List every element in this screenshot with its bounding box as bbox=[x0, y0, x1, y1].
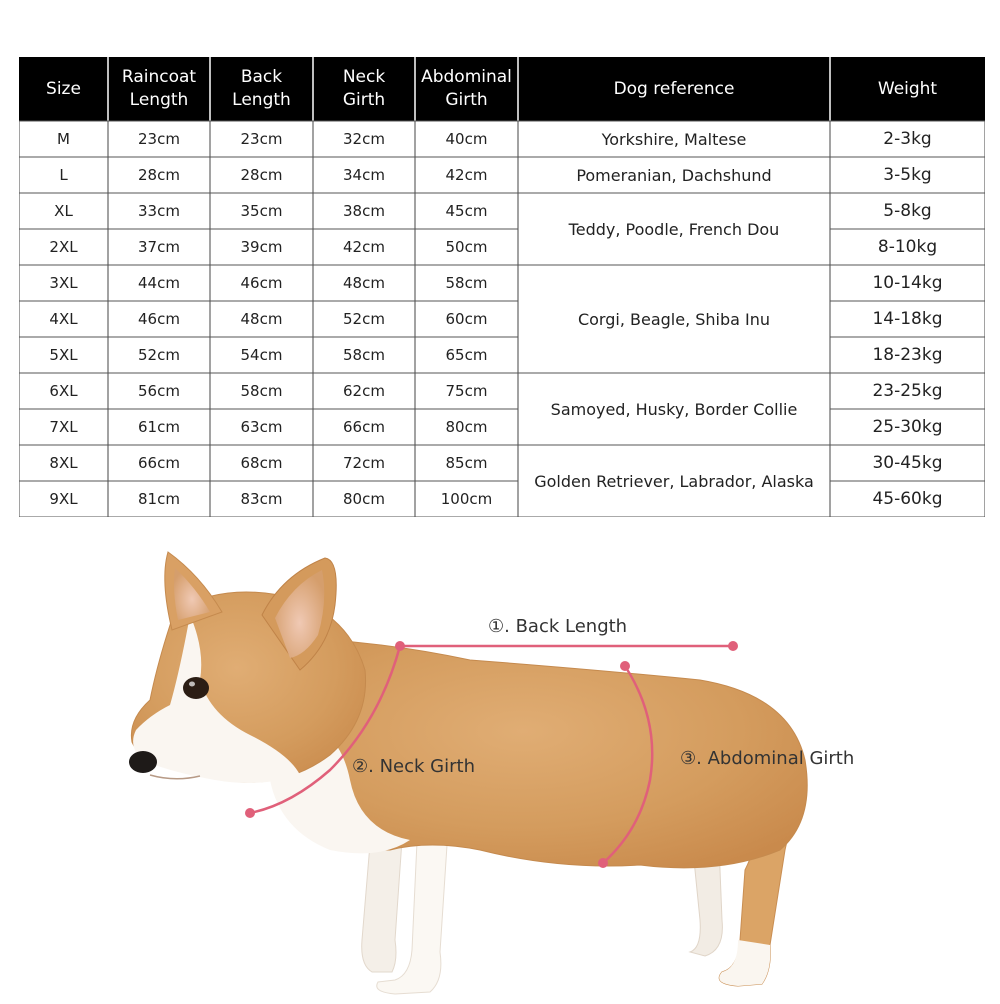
table-cell-raincoat: 37cm bbox=[138, 238, 180, 256]
abdominal-girth-label: ③. Abdominal Girth bbox=[680, 748, 855, 769]
size-chart-table bbox=[19, 57, 985, 517]
table-cell-raincoat: 66cm bbox=[138, 454, 180, 472]
table-cell-back: 39cm bbox=[240, 238, 283, 256]
table-cell-size: M bbox=[57, 130, 70, 148]
table-cell-back: 83cm bbox=[240, 490, 283, 508]
table-cell-abdominal: 60cm bbox=[445, 310, 488, 328]
header-cell: Size bbox=[46, 78, 81, 99]
table-cell-raincoat: 23cm bbox=[138, 130, 180, 148]
table-cell-raincoat: 33cm bbox=[138, 202, 180, 220]
table-cell-raincoat: 61cm bbox=[138, 418, 180, 436]
table-cell-abdominal: 85cm bbox=[445, 454, 488, 472]
table-cell-neck: 32cm bbox=[343, 130, 385, 148]
table-cell-weight: 25-30kg bbox=[872, 417, 943, 437]
table-cell-back: 23cm bbox=[240, 130, 283, 148]
table-cell-size: 3XL bbox=[49, 274, 78, 292]
header-cell: Dog reference bbox=[613, 78, 735, 99]
table-cell-weight: 18-23kg bbox=[872, 345, 943, 365]
table-cell-weight: 23-25kg bbox=[872, 381, 943, 401]
dog-reference-cell: Yorkshire, Maltese bbox=[601, 129, 747, 149]
table-cell-neck: 66cm bbox=[343, 418, 385, 436]
table-cell-abdominal: 50cm bbox=[445, 238, 488, 256]
header-cell: Weight bbox=[877, 78, 938, 99]
table-cell-abdominal: 40cm bbox=[445, 130, 488, 148]
table-cell-back: 58cm bbox=[240, 382, 283, 400]
measurement-diagram bbox=[0, 520, 1000, 1000]
table-cell-back: 54cm bbox=[240, 346, 283, 364]
table-cell-neck: 42cm bbox=[343, 238, 385, 256]
table-cell-abdominal: 45cm bbox=[445, 202, 488, 220]
header-cell: Abdominal Girth bbox=[421, 67, 512, 110]
nose bbox=[129, 751, 157, 773]
table-cell-abdominal: 58cm bbox=[445, 274, 488, 292]
dog-reference-cell: Corgi, Beagle, Shiba Inu bbox=[577, 309, 771, 329]
table-cell-size: XL bbox=[54, 202, 73, 220]
table-cell-abdominal: 75cm bbox=[445, 382, 488, 400]
dog-reference-cell: Teddy, Poodle, French Dou bbox=[568, 219, 780, 239]
table-cell-back: 48cm bbox=[240, 310, 283, 328]
table-cell-weight: 2-3kg bbox=[883, 129, 932, 149]
header-cell: Raincoat Length bbox=[121, 67, 197, 110]
table-cell-weight: 30-45kg bbox=[872, 453, 943, 473]
header-cell: Neck Girth bbox=[342, 67, 386, 110]
table-cell-weight: 14-18kg bbox=[872, 309, 943, 329]
table-cell-abdominal: 42cm bbox=[445, 166, 488, 184]
table-cell-neck: 38cm bbox=[343, 202, 385, 220]
table-cell-abdominal: 100cm bbox=[440, 490, 493, 508]
table-cell-neck: 58cm bbox=[343, 346, 385, 364]
table-cell-size: 5XL bbox=[49, 346, 78, 364]
table-cell-back: 35cm bbox=[240, 202, 283, 220]
table-cell-weight: 3-5kg bbox=[883, 165, 932, 185]
table-cell-back: 28cm bbox=[240, 166, 283, 184]
table-cell-raincoat: 56cm bbox=[138, 382, 180, 400]
table-cell-abdominal: 65cm bbox=[445, 346, 488, 364]
table-cell-neck: 34cm bbox=[343, 166, 385, 184]
table-cell-back: 46cm bbox=[240, 274, 283, 292]
table-cell-size: 4XL bbox=[49, 310, 78, 328]
table-cell-raincoat: 81cm bbox=[138, 490, 180, 508]
dog-reference-cell: Golden Retriever, Labrador, Alaska bbox=[534, 471, 814, 491]
table-cell-raincoat: 46cm bbox=[138, 310, 180, 328]
neck-girth-label: ②. Neck Girth bbox=[352, 756, 475, 777]
dog-reference-cell: Samoyed, Husky, Border Collie bbox=[550, 399, 798, 419]
table-cell-size: 9XL bbox=[49, 490, 78, 508]
table-cell-back: 63cm bbox=[240, 418, 283, 436]
table-cell-neck: 48cm bbox=[343, 274, 385, 292]
table-cell-neck: 52cm bbox=[343, 310, 385, 328]
table-cell-size: 8XL bbox=[49, 454, 78, 472]
table-cell-weight: 8-10kg bbox=[877, 237, 938, 257]
table-cell-weight: 5-8kg bbox=[883, 201, 932, 221]
table-cell-abdominal: 80cm bbox=[445, 418, 488, 436]
table-cell-weight: 10-14kg bbox=[872, 273, 943, 293]
table-cell-weight: 45-60kg bbox=[872, 489, 943, 509]
eye bbox=[183, 677, 209, 699]
header-cell: Back Length bbox=[232, 67, 291, 110]
hind-paw bbox=[719, 940, 770, 986]
table-cell-neck: 80cm bbox=[343, 490, 385, 508]
table-cell-size: L bbox=[59, 166, 68, 184]
table-cell-size: 2XL bbox=[49, 238, 78, 256]
dog-reference-cell: Pomeranian, Dachshund bbox=[576, 165, 772, 185]
table-cell-back: 68cm bbox=[240, 454, 283, 472]
table-cell-raincoat: 28cm bbox=[138, 166, 180, 184]
table-cell-raincoat: 52cm bbox=[138, 346, 180, 364]
table-cell-neck: 62cm bbox=[343, 382, 385, 400]
table-cell-size: 7XL bbox=[49, 418, 78, 436]
table-cell-raincoat: 44cm bbox=[138, 274, 180, 292]
table-cell-size: 6XL bbox=[49, 382, 78, 400]
back-length-label: ①. Back Length bbox=[488, 616, 628, 637]
table-cell-neck: 72cm bbox=[343, 454, 385, 472]
